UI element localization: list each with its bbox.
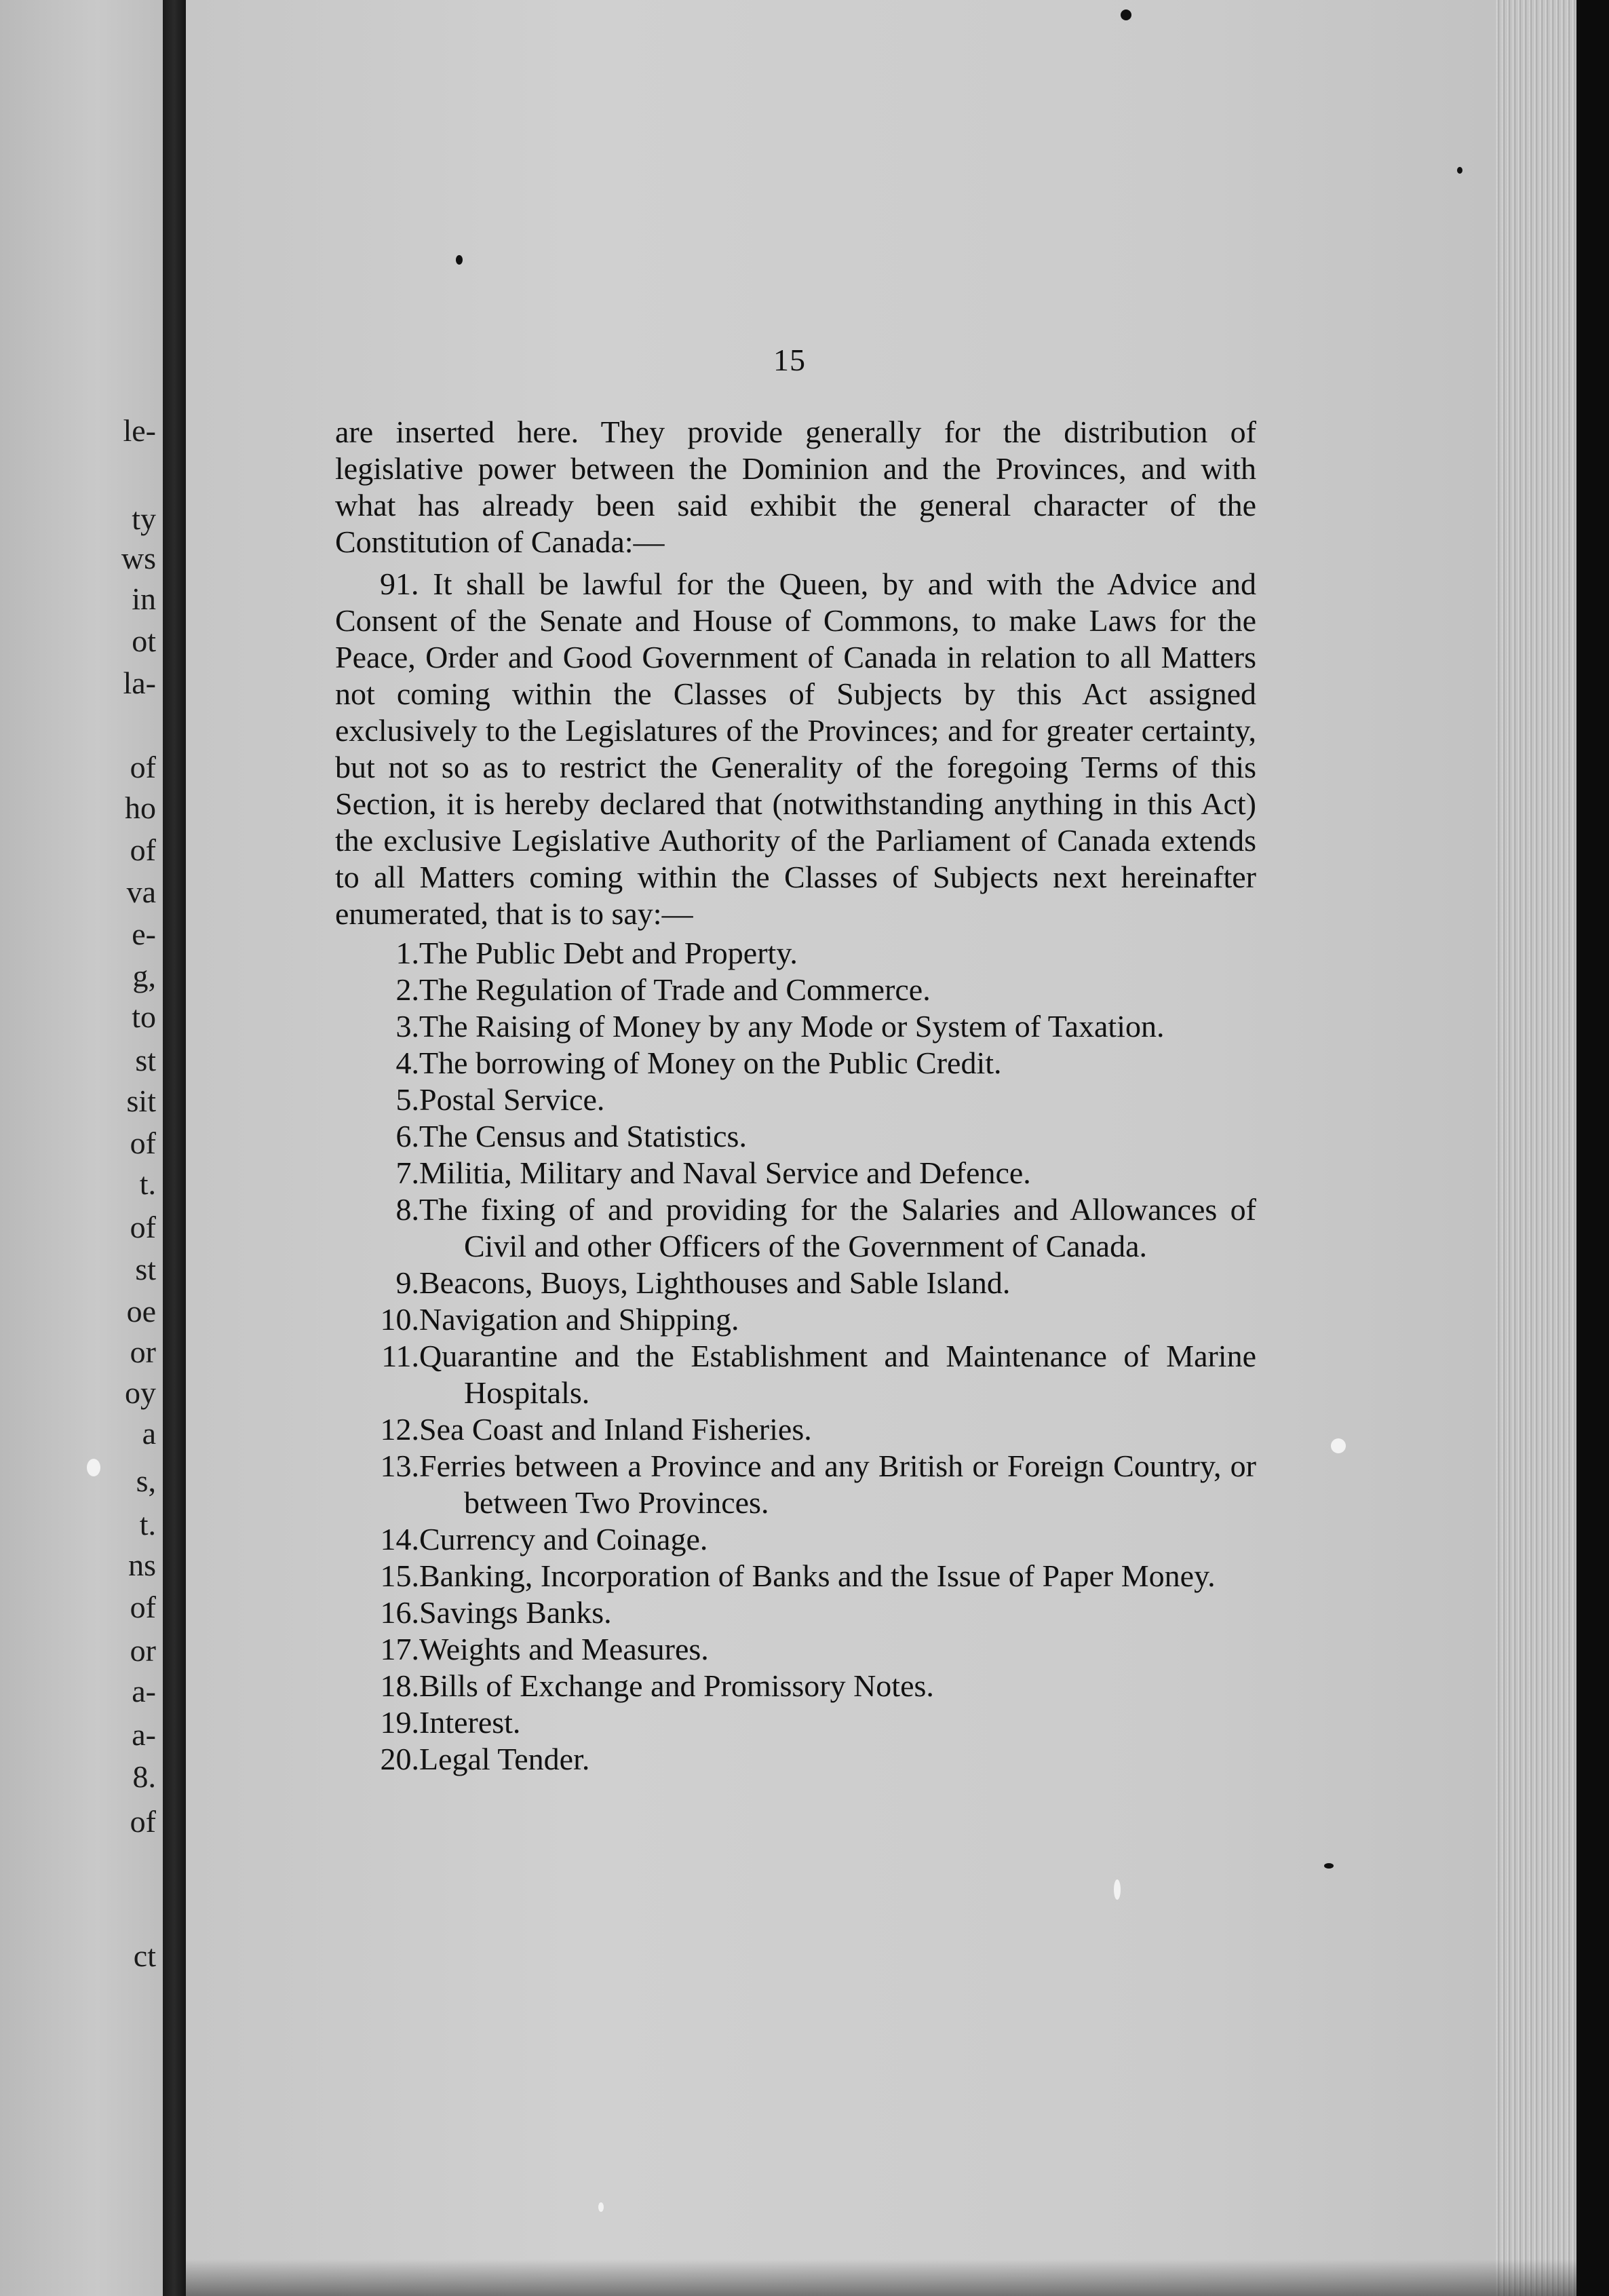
- left-page-fragment: or: [130, 1633, 156, 1668]
- left-page-fragment: ot: [132, 624, 156, 658]
- left-page-fragment: ws: [121, 541, 156, 575]
- list-item-text: Quarantine and the Establishment and Maintenance of Marine Hospitals.: [419, 1339, 1256, 1410]
- list-item-text: Savings Banks.: [419, 1595, 612, 1630]
- left-page-fragment: st: [135, 1252, 156, 1286]
- bottom-shadow: [186, 2259, 1576, 2296]
- list-item-number: 10.: [380, 1302, 419, 1337]
- list-item: [335, 1118, 1256, 1155]
- right-background: [1576, 0, 1609, 2296]
- list-item-text: Militia, Military and Naval Service and Defence.: [419, 1155, 1031, 1190]
- list-item: [335, 1521, 1256, 1558]
- list-item-number: 14.: [380, 1522, 419, 1556]
- left-page-fragment: la-: [123, 666, 156, 700]
- list-item-text: Interest.: [419, 1705, 521, 1740]
- left-page-fragment: le-: [123, 413, 156, 448]
- list-item: [335, 935, 1256, 972]
- list-item: [335, 1411, 1256, 1448]
- list-item-number: 18.: [380, 1668, 419, 1703]
- left-page-fragment: or: [130, 1335, 156, 1369]
- left-page-fragment: oy: [125, 1375, 156, 1410]
- left-page-fragment: of: [130, 1590, 156, 1624]
- left-page-fragment: t.: [139, 1166, 156, 1201]
- list-item-number: 12.: [380, 1412, 419, 1447]
- left-page-fragment: of: [130, 1126, 156, 1160]
- list-item: [335, 972, 1256, 1008]
- list-item: [335, 1594, 1256, 1631]
- left-page-fragments: [0, 0, 163, 2296]
- list-item: [335, 1045, 1256, 1082]
- list-item: [335, 1082, 1256, 1118]
- list-item-number: 8.: [395, 1192, 419, 1227]
- list-item-text: Legal Tender.: [419, 1742, 590, 1776]
- list-item-text: The borrowing of Money on the Public Credit.: [419, 1046, 1002, 1080]
- left-page-fragment: a: [142, 1416, 156, 1451]
- left-page-fragment: oe: [126, 1294, 156, 1328]
- list-item-number: 2.: [395, 972, 419, 1007]
- list-item: [335, 1338, 1256, 1411]
- left-page-fragment: st: [135, 1043, 156, 1077]
- speck: [1457, 167, 1462, 174]
- list-item-number: 15.: [380, 1558, 419, 1593]
- list-item-number: 3.: [395, 1009, 419, 1044]
- list-item-number: 9.: [395, 1265, 419, 1300]
- list-item: [335, 1191, 1256, 1265]
- list-item-number: 6.: [395, 1119, 419, 1153]
- list-item-number: 16.: [380, 1595, 419, 1630]
- book-gutter: [163, 0, 186, 2296]
- list-item-text: Bills of Exchange and Promissory Notes.: [419, 1668, 934, 1703]
- list-item: [335, 1704, 1256, 1741]
- list-item-number: 13.: [380, 1449, 419, 1483]
- list-item: [335, 1668, 1256, 1704]
- page-body: [335, 414, 1256, 1778]
- left-facing-page: [0, 0, 163, 2296]
- list-item-text: Ferries between a Province and any British or Foreign Country, or between Two Provinces.: [419, 1449, 1256, 1520]
- list-item: [335, 1265, 1256, 1301]
- left-page-fragment: to: [132, 999, 156, 1034]
- left-page-fragment: of: [130, 1210, 156, 1244]
- list-item-text: The Census and Statistics.: [419, 1119, 747, 1153]
- left-page-fragment: ct: [133, 1938, 156, 1973]
- list-item-text: Sea Coast and Inland Fisheries.: [419, 1412, 812, 1447]
- left-page-fragment: a-: [132, 1674, 156, 1708]
- list-item-number: 17.: [380, 1632, 419, 1666]
- left-page-fragment: 8.: [132, 1759, 156, 1794]
- speck: [1324, 1863, 1334, 1869]
- list-item-number: 20.: [380, 1742, 419, 1776]
- left-page-fragment: in: [132, 581, 156, 616]
- list-item-text: Beacons, Buoys, Lighthouses and Sable Island.: [419, 1265, 1011, 1300]
- list-item: [335, 1558, 1256, 1594]
- left-page-fragment: of: [130, 833, 156, 867]
- list-item: [335, 1741, 1256, 1778]
- left-page-fragment: t.: [139, 1507, 156, 1542]
- left-page-fragment: ty: [132, 501, 156, 536]
- list-item: [335, 1008, 1256, 1045]
- list-item-number: 11.: [381, 1339, 419, 1373]
- list-item-text: The Regulation of Trade and Commerce.: [419, 972, 931, 1007]
- list-item-text: Banking, Incorporation of Banks and the Issue of Paper Money.: [419, 1558, 1216, 1593]
- left-page-fragment: g,: [132, 959, 156, 993]
- left-page-fragment: ho: [125, 790, 156, 825]
- speck: [87, 1459, 100, 1476]
- speck: [1121, 9, 1131, 20]
- section-91-paragraph: 91. It shall be lawful for the Queen, by and with the Advice and Consent of the Senate and House of Commons, to make Laws for the Peace, Order and Good Government of Canada in relation to all Matters not coming within the Classes of Subjects by this Act assigned exclusively to the Legislatures of the Provinces; and for greater certainty, but not so as to restrict the Generality of the foregoing Terms of this Section, it is hereby declared that (notwithstanding anything in this Act) the exclusive Legislative Authority of the Parliament of Canada extends to all Matters coming within the Classes of Subjects next hereinafter enumerated, that is to say:—: [335, 567, 1256, 931]
- speck: [1331, 1438, 1346, 1453]
- left-page-fragment: of: [130, 750, 156, 784]
- list-item-text: Navigation and Shipping.: [419, 1302, 739, 1337]
- list-item-text: Currency and Coinage.: [419, 1522, 708, 1556]
- list-item-number: 7.: [395, 1155, 419, 1190]
- list-item-text: The Public Debt and Property.: [419, 936, 798, 970]
- speck: [1114, 1879, 1121, 1900]
- list-item-number: 4.: [395, 1046, 419, 1080]
- list-item: [335, 1155, 1256, 1191]
- list-item: [335, 1631, 1256, 1668]
- intro-paragraph: are inserted here. They provide generally for the distribution of legislative power between the Dominion and the Provinces, and with what has already been said exhibit the general character of the Constitution of Canada:—: [335, 415, 1256, 559]
- left-page-fragment: ns: [128, 1548, 156, 1582]
- left-page-fragment: of: [130, 1804, 156, 1839]
- list-item-text: Weights and Measures.: [419, 1632, 709, 1666]
- speck: [598, 2202, 604, 2212]
- speck: [456, 255, 463, 265]
- left-page-fragment: e-: [132, 917, 156, 951]
- left-page-fragment: va: [126, 875, 156, 909]
- left-page-fragment: sit: [126, 1084, 156, 1118]
- page-stack-edge: [1495, 0, 1576, 2296]
- list-item: [335, 1448, 1256, 1521]
- list-item-text: The Raising of Money by any Mode or System of Taxation.: [419, 1009, 1165, 1044]
- list-item-number: 5.: [395, 1082, 419, 1117]
- list-item-number: 19.: [380, 1705, 419, 1740]
- list-item: [335, 1301, 1256, 1338]
- list-item-number: 1.: [395, 936, 419, 970]
- page-number: 15: [773, 343, 806, 377]
- list-item-text: The fixing of and providing for the Salaries and Allowances of Civil and other Officers of the Government of Canada.: [419, 1192, 1256, 1263]
- enumerated-list: [335, 935, 1256, 1778]
- left-page-fragment: a-: [132, 1717, 156, 1752]
- left-page-fragment: s,: [136, 1463, 156, 1498]
- list-item-text: Postal Service.: [419, 1082, 605, 1117]
